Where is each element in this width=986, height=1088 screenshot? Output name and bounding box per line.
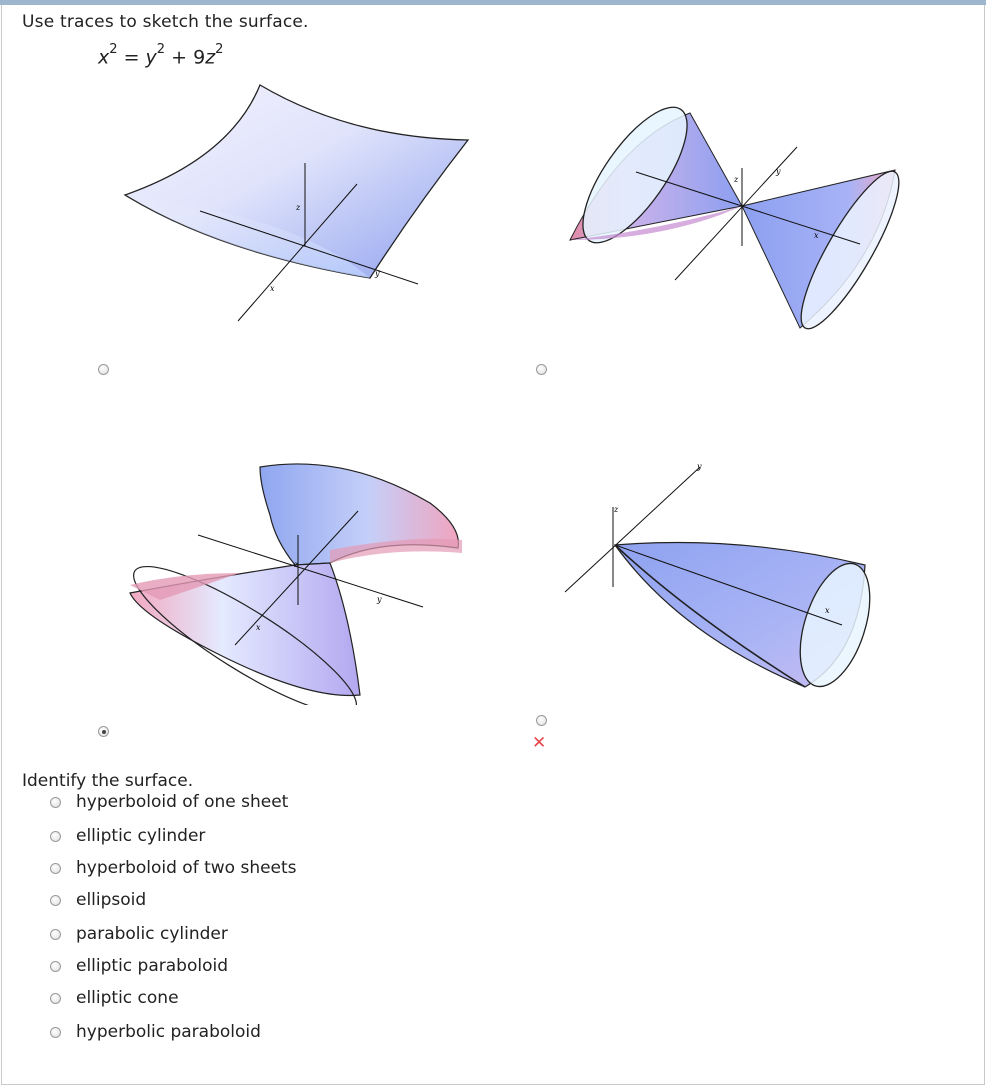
eq-y-exp: 2 — [156, 42, 166, 57]
para-z-label: z — [614, 505, 619, 514]
sketch-radio-double-cone[interactable] — [536, 364, 547, 375]
cone-y-label: y — [776, 167, 781, 176]
option-radio[interactable] — [50, 961, 61, 972]
option-label: elliptic cylinder — [76, 826, 206, 846]
cone-z-label: z — [734, 175, 739, 184]
option-label: ellipsoid — [76, 890, 147, 910]
eq-x: x — [98, 46, 110, 69]
sketch-hyperboloid[interactable] — [120, 455, 480, 705]
cone-x-label: x — [814, 231, 819, 240]
sketch-saddle[interactable] — [110, 78, 480, 328]
sketch-radio-paraboloid[interactable] — [536, 715, 547, 726]
eq-z: z — [205, 46, 216, 69]
sketch-double-cone[interactable] — [560, 100, 910, 340]
para-x-label: x — [825, 606, 830, 615]
eq-x-exp: 2 — [109, 42, 118, 57]
option-radio[interactable] — [50, 1027, 61, 1038]
identify-prompt: Identify the surface. — [22, 771, 194, 791]
option-radio[interactable] — [50, 993, 61, 1004]
eq-z-exp: 2 — [215, 42, 224, 57]
option-radio[interactable] — [50, 831, 61, 842]
saddle-z-label: z — [296, 203, 301, 212]
option-radio[interactable] — [50, 797, 61, 808]
hyp-y-label: y — [377, 595, 382, 604]
incorrect-icon: ✕ — [532, 733, 547, 753]
option-label: elliptic cone — [76, 988, 179, 1008]
option-label: elliptic paraboloid — [76, 956, 229, 976]
eq-plus: + — [171, 46, 188, 69]
option-label: hyperbolic paraboloid — [76, 1022, 261, 1042]
hyp-z-label: z — [294, 560, 299, 569]
sketch-paraboloid[interactable] — [560, 455, 880, 695]
option-label: parabolic cylinder — [76, 924, 228, 944]
option-radio[interactable] — [50, 929, 61, 940]
sketch-radio-saddle[interactable] — [98, 364, 109, 375]
eq-equals: = — [123, 46, 140, 69]
saddle-x-label: x — [270, 284, 275, 293]
option-radio[interactable] — [50, 895, 61, 906]
option-label: hyperboloid of two sheets — [76, 858, 297, 878]
para-y-label: y — [697, 462, 702, 471]
question-prompt: Use traces to sketch the surface. — [22, 12, 309, 32]
eq-coef: 9 — [193, 46, 206, 69]
sketch-radio-hyperboloid[interactable] — [98, 726, 109, 737]
saddle-y-label: y — [375, 269, 380, 278]
option-label: hyperboloid of one sheet — [76, 792, 289, 812]
option-radio[interactable] — [50, 863, 61, 874]
equation — [98, 42, 224, 69]
eq-y: y — [145, 46, 157, 69]
hyp-x-label: x — [256, 623, 261, 632]
